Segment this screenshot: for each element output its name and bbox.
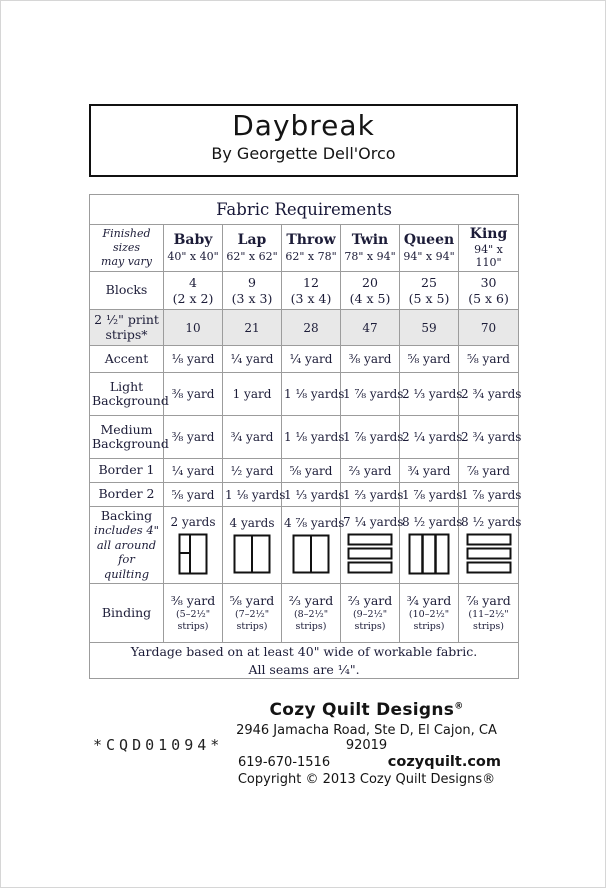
backing-cell-lap: 4 yards bbox=[223, 507, 282, 584]
accent-cell: ¼ yard bbox=[282, 346, 341, 373]
blocks-cell: 30 (5 x 6) bbox=[459, 272, 519, 310]
fabric-requirements-table bbox=[89, 194, 522, 679]
backing-cell-queen: 8 ½ yards bbox=[400, 507, 459, 584]
backing-diagram-two-panels-left-split bbox=[178, 533, 208, 575]
border2-cell: 1 ⅞ yards bbox=[400, 483, 459, 507]
accent-cell: ⅝ yard bbox=[459, 346, 519, 373]
border1-cell: ⅔ yard bbox=[341, 459, 400, 483]
backing-cell-baby: 2 yards bbox=[164, 507, 223, 584]
backing-cell-twin: 7 ¼ yards bbox=[341, 507, 400, 584]
medium-bg-cell: ¾ yard bbox=[223, 416, 282, 459]
column-header-queen: Queen 94" x 94" bbox=[400, 225, 459, 272]
backing-diagram-three-vertical-panels bbox=[408, 533, 450, 575]
accent-cell: ¼ yard bbox=[223, 346, 282, 373]
column-header-king: King 94" x 110" bbox=[459, 225, 519, 272]
border1-cell: ⅞ yard bbox=[459, 459, 519, 483]
border2-cell: 1 ⅓ yards bbox=[282, 483, 341, 507]
row-label-accent: Accent bbox=[90, 346, 164, 373]
binding-cell: ⅔ yard (9–2½" strips) bbox=[341, 584, 400, 643]
row-label-binding: Binding bbox=[90, 584, 164, 643]
border2-cell: 1 ⅛ yards bbox=[223, 483, 282, 507]
row-label-backing: Backing includes 4" all around for quilting bbox=[90, 507, 164, 584]
medium-bg-cell: 2 ¾ yards bbox=[459, 416, 519, 459]
pattern-author: By Georgette Dell'Orco bbox=[211, 143, 396, 163]
row-label-border1: Border 1 bbox=[90, 459, 164, 483]
backing-cell-throw: 4 ⅞ yards bbox=[282, 507, 341, 584]
backing-cell-king: 8 ½ yards bbox=[459, 507, 519, 584]
backing-diagram-three-horizontal-panels bbox=[466, 533, 512, 575]
row-label-light-background: Light Background bbox=[90, 373, 164, 416]
finished-sizes-note: Finished sizes may vary bbox=[90, 225, 164, 272]
pattern-code: *CQD01094* bbox=[93, 736, 224, 754]
light-bg-cell: ⅜ yard bbox=[164, 373, 223, 416]
binding-cell: ⅞ yard (11–2½" strips) bbox=[459, 584, 519, 643]
publisher-address: 2946 Jamacha Road, Ste D, El Cajon, CA 92019 bbox=[236, 723, 497, 753]
row-label-border2: Border 2 bbox=[90, 483, 164, 507]
light-bg-cell: 1 yard bbox=[223, 373, 282, 416]
border1-cell: ¼ yard bbox=[164, 459, 223, 483]
publisher-phone: 619-670-1516 bbox=[238, 755, 331, 770]
table-title: Fabric Requirements bbox=[90, 195, 519, 225]
blocks-cell: 25 (5 x 5) bbox=[400, 272, 459, 310]
accent-cell: ⅝ yard bbox=[400, 346, 459, 373]
publisher-info bbox=[214, 700, 519, 787]
border1-cell: ½ yard bbox=[223, 459, 282, 483]
strips-cell: 21 bbox=[223, 310, 282, 346]
publisher-website: cozyquilt.com bbox=[387, 754, 501, 770]
backing-diagram-two-vertical-panels bbox=[233, 534, 271, 574]
copyright-line: Copyright © 2013 Cozy Quilt Designs® bbox=[237, 772, 496, 787]
yardage-note: Yardage based on at least 40" wide of workable fabric. All seams are ¼". bbox=[90, 643, 519, 679]
blocks-cell: 9 (3 x 3) bbox=[223, 272, 282, 310]
row-label-blocks: Blocks bbox=[90, 272, 164, 310]
column-header-lap: Lap 62" x 62" bbox=[223, 225, 282, 272]
column-header-baby: Baby 40" x 40" bbox=[164, 225, 223, 272]
border2-cell: 1 ⅔ yards bbox=[341, 483, 400, 507]
binding-cell: ⅜ yard (5–2½" strips) bbox=[164, 584, 223, 643]
blocks-cell: 12 (3 x 4) bbox=[282, 272, 341, 310]
row-label-medium-background: Medium Background bbox=[90, 416, 164, 459]
column-header-throw: Throw 62" x 78" bbox=[282, 225, 341, 272]
strips-cell: 70 bbox=[459, 310, 519, 346]
pattern-title-box bbox=[89, 104, 518, 177]
medium-bg-cell: 2 ¼ yards bbox=[400, 416, 459, 459]
border1-cell: ¾ yard bbox=[400, 459, 459, 483]
light-bg-cell: 2 ⅓ yards bbox=[400, 373, 459, 416]
pattern-title: Daybreak bbox=[232, 109, 375, 142]
light-bg-cell: 2 ¾ yards bbox=[459, 373, 519, 416]
light-bg-cell: 1 ⅛ yards bbox=[282, 373, 341, 416]
binding-cell: ⅔ yard (8–2½" strips) bbox=[282, 584, 341, 643]
medium-bg-cell: ⅜ yard bbox=[164, 416, 223, 459]
accent-cell: ⅜ yard bbox=[341, 346, 400, 373]
publisher-name: Cozy Quilt Designs® bbox=[269, 700, 464, 720]
medium-bg-cell: 1 ⅛ yards bbox=[282, 416, 341, 459]
light-bg-cell: 1 ⅞ yards bbox=[341, 373, 400, 416]
border1-cell: ⅝ yard bbox=[282, 459, 341, 483]
blocks-cell: 4 (2 x 2) bbox=[164, 272, 223, 310]
strips-cell: 28 bbox=[282, 310, 341, 346]
border2-cell: 1 ⅞ yards bbox=[459, 483, 519, 507]
strips-cell: 47 bbox=[341, 310, 400, 346]
registered-mark: ® bbox=[454, 701, 464, 712]
medium-bg-cell: 1 ⅞ yards bbox=[341, 416, 400, 459]
binding-cell: ⅝ yard (7–2½" strips) bbox=[223, 584, 282, 643]
backing-diagram-two-vertical-panels bbox=[292, 534, 330, 574]
accent-cell: ⅛ yard bbox=[164, 346, 223, 373]
strips-cell: 59 bbox=[400, 310, 459, 346]
blocks-cell: 20 (4 x 5) bbox=[341, 272, 400, 310]
row-label-print-strips: 2 ½" print strips* bbox=[90, 310, 164, 346]
border2-cell: ⅝ yard bbox=[164, 483, 223, 507]
strips-cell: 10 bbox=[164, 310, 223, 346]
binding-cell: ¾ yard (10–2½" strips) bbox=[400, 584, 459, 643]
column-header-twin: Twin 78" x 94" bbox=[341, 225, 400, 272]
backing-diagram-three-horizontal-panels bbox=[347, 533, 393, 575]
